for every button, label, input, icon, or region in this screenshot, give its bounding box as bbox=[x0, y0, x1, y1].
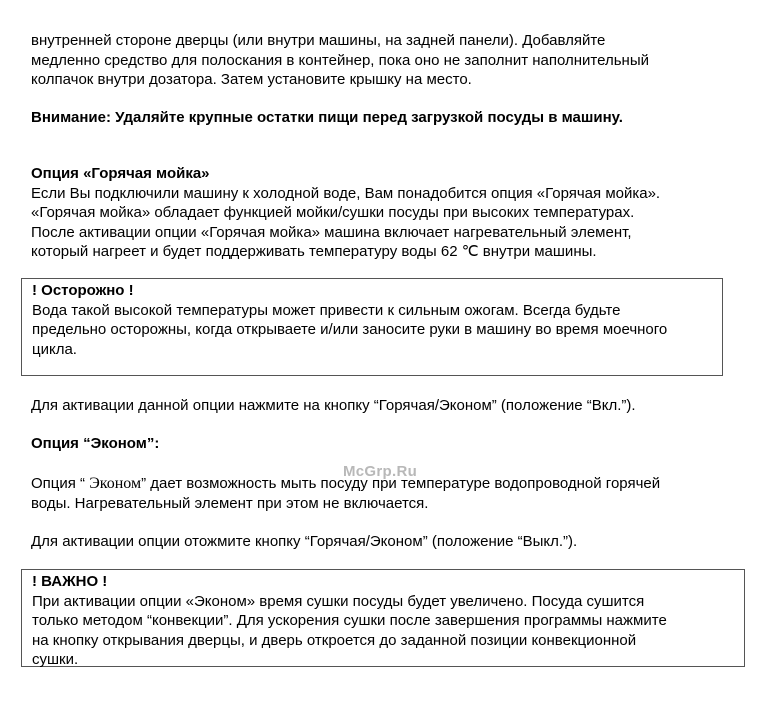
intro-line: колпачок внутри дозатора. Затем установите крышку на место. bbox=[31, 71, 472, 88]
econom-serif-word: Эконом bbox=[89, 475, 142, 492]
hot-wash-line: После активации опции «Горячая мойка» машина включает нагревательный элемент, bbox=[31, 223, 632, 241]
caution-box bbox=[21, 278, 723, 376]
food-warning bbox=[31, 108, 741, 128]
hot-wash-line: «Горячая мойка» обладает функцией мойки/сушки посуды при высоких температурах. bbox=[31, 204, 635, 221]
caution-title: ! Осторожно ! bbox=[32, 282, 134, 299]
econom-line: воды. Нагревательный элемент при этом не включается. bbox=[31, 494, 429, 512]
activate-econom-paragraph bbox=[31, 532, 741, 552]
important-box bbox=[21, 569, 745, 667]
important-line: только методом “конвекции”. Для ускорения сушки после завершения программы нажмите bbox=[32, 612, 667, 629]
food-warning-text: Внимание: Удаляйте крупные остатки пищи перед загрузкой посуды в машину. bbox=[31, 109, 623, 126]
caution-line: Вода такой высокой температуры может привести к сильным ожогам. Всегда будьте bbox=[32, 301, 621, 319]
econom-heading-block bbox=[31, 434, 741, 454]
caution-line: цикла. bbox=[32, 340, 77, 358]
hot-wash-section bbox=[31, 164, 741, 262]
econom-prefix: Опция “ bbox=[31, 475, 90, 492]
important-title: ! ВАЖНО ! bbox=[32, 573, 108, 590]
intro-line: медленно средство для полоскания в контейнер, пока оно не заполнит наполнительный bbox=[31, 51, 649, 69]
caution-line: предельно осторожны, когда открываете и/или заносите руки в машину во время моечного bbox=[32, 321, 668, 338]
activate-hot-text: Для активации данной опции нажмите на кнопку “Горячая/Эконом” (положение “Вкл.”). bbox=[31, 397, 636, 414]
activate-hot-paragraph bbox=[31, 396, 741, 416]
watermark: McGrp.Ru bbox=[343, 463, 418, 480]
econom-suffix: ” дает возможность мыть посуду при температуре водопроводной горячей bbox=[141, 475, 661, 492]
important-line: При активации опции «Эконом» время сушки посуды будет увеличено. Посуда сушится bbox=[32, 592, 645, 610]
activate-econom-text: Для активации опции отожмите кнопку “Горячая/Эконом” (положение “Выкл.”). bbox=[31, 533, 578, 550]
hot-wash-line: Если Вы подключили машину к холодной воде, Вам понадобится опция «Горячая мойка». bbox=[31, 184, 661, 202]
econom-heading: Опция “Эконом”: bbox=[31, 435, 160, 452]
intro-line: внутренней стороне дверцы (или внутри машины, на задней панели). Добавляйте bbox=[31, 32, 606, 49]
important-line: сушки. bbox=[32, 651, 79, 668]
important-line: на кнопку открывания дверцы, и дверь откроется до заданной позиции конвекционной bbox=[32, 631, 637, 649]
hot-wash-heading: Опция «Горячая мойка» bbox=[31, 165, 210, 182]
intro-paragraph bbox=[31, 31, 741, 90]
hot-wash-line: который нагреет и будет поддерживать температуру воды 62 ℃ внутри машины. bbox=[31, 243, 597, 260]
